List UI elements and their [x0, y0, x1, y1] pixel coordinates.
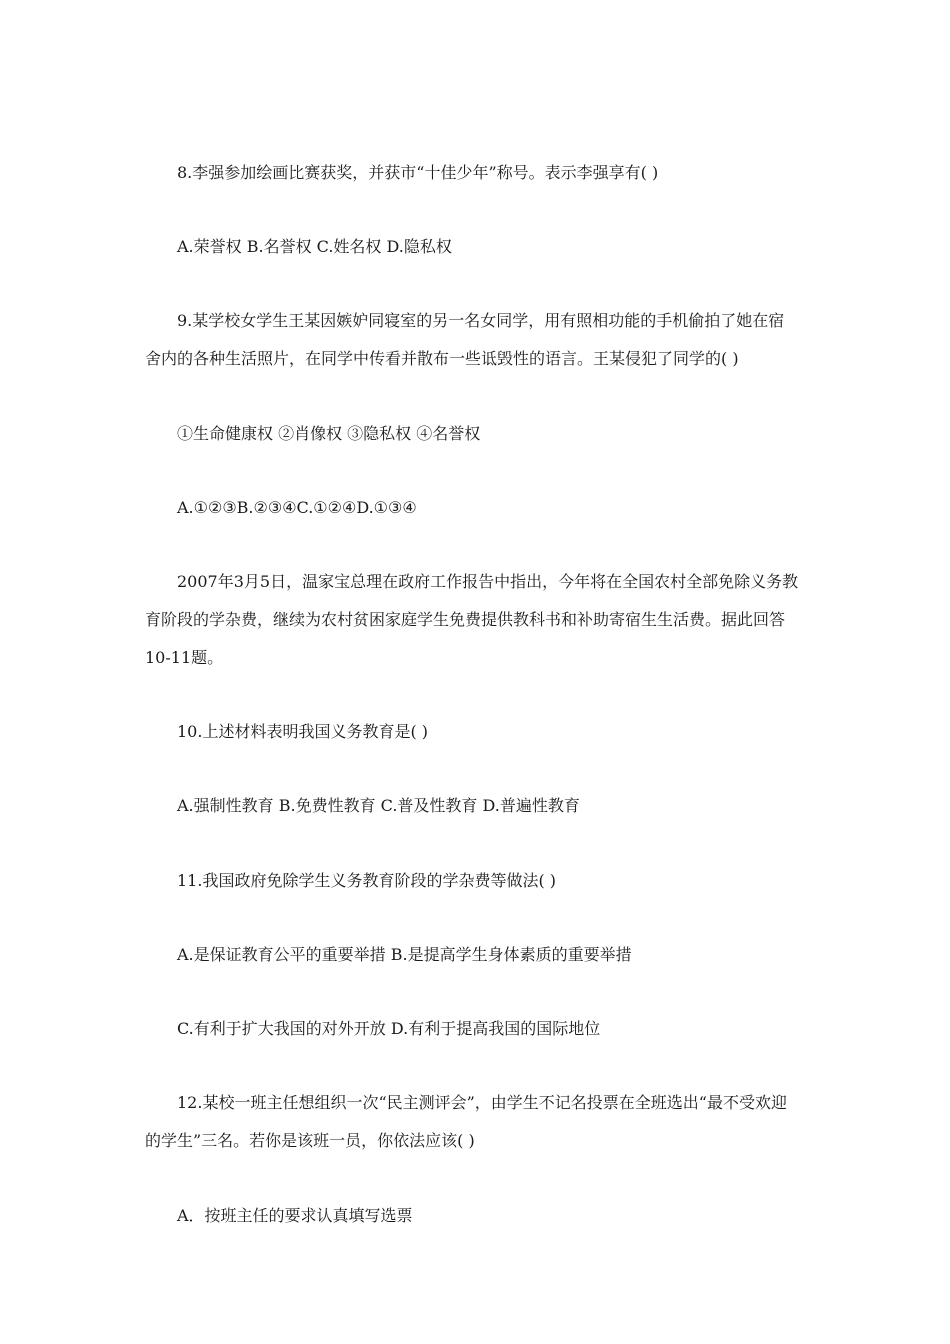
- question-9-stem-line-2: 舍内的各种生活照片，在同学中传看并散布一些诋毁性的语言。王某侵犯了同学的( ): [145, 349, 739, 368]
- question-10-stem: 10.上述材料表明我国义务教育是( ): [177, 722, 429, 741]
- question-12-stem-line-1: 12.某校一班主任想组织一次“民主测评会”，由学生不记名投票在全班选出“最不受欢迎: [177, 1093, 787, 1112]
- question-12-stem-line-2: 的学生”三名。若你是该班一员，你依法应该( ): [145, 1131, 475, 1150]
- question-11-options-line-1: A.是保证教育公平的重要举措 B.是提高学生身体素质的重要举措: [177, 945, 632, 964]
- question-9-stem-line-1: 9.某学校女学生王某因嫉妒同寝室的另一名女同学，用有照相功能的手机偷拍了她在宿: [177, 311, 785, 330]
- question-8-options: A.荣誉权 B.名誉权 C.姓名权 D.隐私权: [177, 237, 452, 256]
- question-10-options: A.强制性教育 B.免费性教育 C.普及性教育 D.普遍性教育: [177, 796, 580, 815]
- material-line-3: 10-11题。: [145, 648, 224, 667]
- question-8-stem: 8.李强参加绘画比赛获奖，并获市“十佳少年”称号。表示李强享有( ): [177, 163, 659, 182]
- question-11-stem: 11.我国政府免除学生义务教育阶段的学杂费等做法( ): [177, 871, 557, 890]
- material-line-2: 育阶段的学杂费，继续为农村贫困家庭学生免费提供教科书和补助寄宿生生活费。据此回答: [145, 610, 786, 629]
- material-line-1: 2007年3月5日，温家宝总理在政府工作报告中指出，今年将在全国农村全部免除义务教: [177, 572, 799, 591]
- question-9-items: ①生命健康权 ②肖像权 ③隐私权 ④名誉权: [177, 424, 481, 443]
- question-9-options: A.①②③B.②③④C.①②④D.①③④: [177, 498, 417, 517]
- question-12-option-a: A．按班主任的要求认真填写选票: [177, 1206, 413, 1225]
- question-11-options-line-2: C.有利于扩大我国的对外开放 D.有利于提高我国的国际地位: [177, 1019, 601, 1038]
